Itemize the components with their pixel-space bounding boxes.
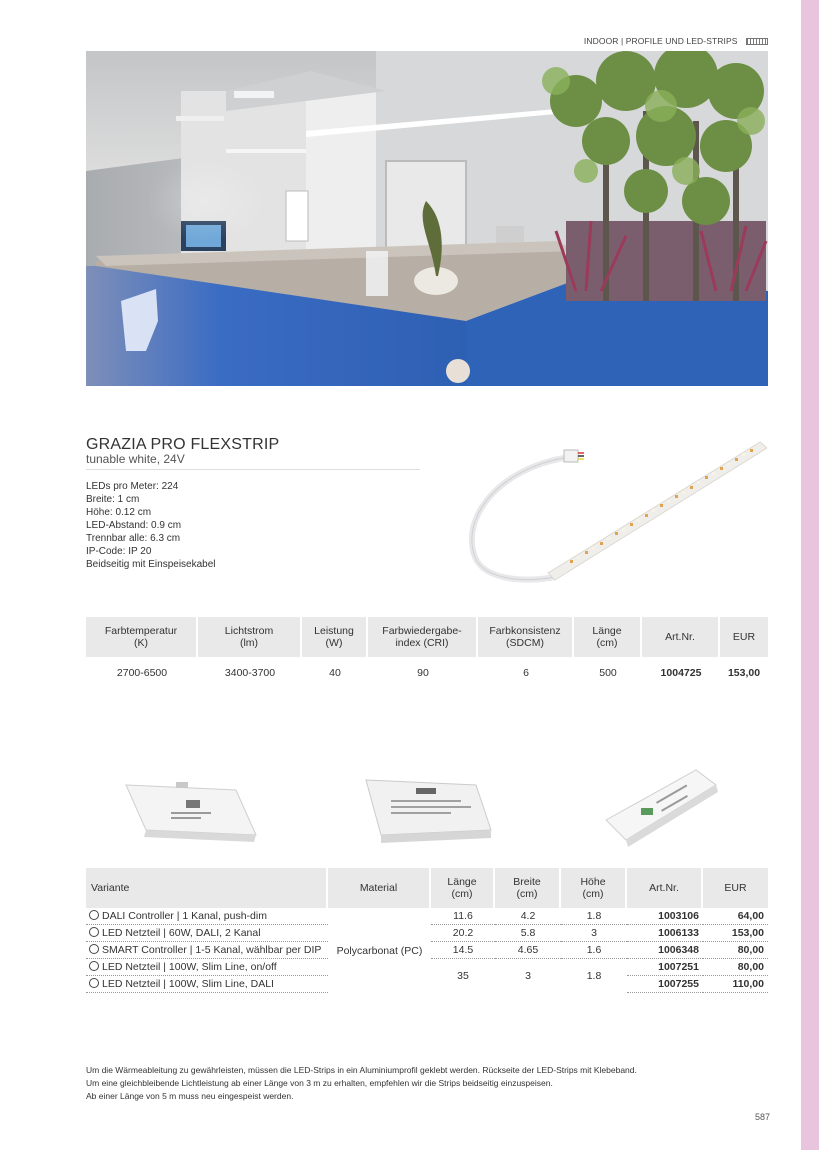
cell-breite: 4.2 (495, 908, 561, 925)
cell-artnr: 1006348 (627, 942, 703, 959)
col-material: Material (328, 868, 431, 908)
cell-artnr: 1007251 (627, 959, 703, 976)
cell-breite-merged: 3 (525, 970, 531, 982)
led-netzteil-60w-image (366, 780, 491, 843)
cell-hoehe-merged: 1.8 (586, 970, 602, 982)
radio-icon[interactable] (89, 927, 99, 937)
col-breite: Breite (cm) (495, 868, 561, 908)
cell-hoehe: 3 (561, 925, 627, 942)
footnotes (86, 1064, 637, 1103)
col-leistung: Leistung (W) (302, 617, 368, 657)
cell-hoehe: 1.8 (561, 908, 627, 925)
variant-led-netzteil-60w[interactable]: LED Netzteil | 60W, DALI, 2 Kanal (86, 925, 328, 942)
smart-controller-image (606, 770, 718, 847)
col-artnr: Art.Nr. (642, 617, 720, 657)
col-sdcm: Farbkonsistenz (SDCM) (478, 617, 574, 657)
led-strip-image (460, 432, 780, 592)
note-refeed: Ab einer Länge von 5 m muss neu eingespeist werden. (86, 1091, 294, 1101)
spec-height: Höhe: 0.12 cm (86, 507, 152, 518)
cell-laenge: 11.6 (431, 908, 495, 925)
side-color-stripe (801, 0, 819, 1150)
cell-hoehe: 1.6 (561, 942, 627, 959)
variant-led-netzteil-100w-onoff[interactable]: LED Netzteil | 100W, Slim Line, on/off (86, 959, 328, 976)
cell-eur: 110,00 (703, 976, 768, 993)
page-number: 587 (755, 1112, 771, 1122)
spec-leds-per-meter: LEDs pro Meter: 224 (86, 481, 179, 492)
cell-breite: 4.65 (495, 942, 561, 959)
cell-material: Polycarbonat (PC) (336, 944, 423, 957)
cell-farbtemperatur: 2700-6500 (116, 667, 168, 679)
col-farbtemperatur: Farbtemperatur (K) (86, 617, 198, 657)
cell-artnr: 1006133 (627, 925, 703, 942)
section-title: INDOOR | PROFILE UND LED-STRIPS (583, 36, 738, 46)
cell-eur: 153,00 (703, 925, 768, 942)
flexstrip-table (86, 617, 768, 689)
col-laenge: Länge (cm) (431, 868, 495, 908)
variant-smart-controller[interactable]: SMART Controller | 1-5 Kanal, wählbar per DIP (86, 942, 328, 959)
cell-eur: 80,00 (703, 942, 768, 959)
radio-icon[interactable] (89, 910, 99, 920)
cell-cri: 90 (417, 667, 429, 679)
flexstrip-table-header (86, 617, 768, 657)
header-mark-icon (746, 38, 768, 45)
col-hoehe: Höhe (cm) (561, 868, 627, 908)
variant-dali-controller[interactable]: DALI Controller | 1 Kanal, push-dim (86, 908, 328, 925)
accessories-table-header (86, 868, 768, 908)
col-eur: EUR (703, 868, 768, 908)
table-row (86, 657, 768, 689)
col-eur: EUR (720, 617, 768, 657)
table-row (86, 908, 768, 925)
cell-laenge: 500 (599, 667, 617, 679)
cell-artnr: 1004725 (660, 667, 702, 679)
accessories-table (86, 868, 768, 993)
product-specs (86, 480, 216, 571)
radio-icon[interactable] (89, 961, 99, 971)
spec-led-spacing: LED-Abstand: 0.9 cm (86, 520, 182, 531)
cell-breite: 5.8 (495, 925, 561, 942)
col-cri: Farbwiedergabe- index (CRI) (368, 617, 478, 657)
cell-artnr: 1003106 (627, 908, 703, 925)
col-lichtstrom: Lichtstrom (lm) (198, 617, 302, 657)
col-laenge: Länge (cm) (574, 617, 642, 657)
cell-lichtstrom: 3400-3700 (224, 667, 276, 679)
cell-sdcm: 6 (523, 667, 529, 679)
cell-leistung: 40 (329, 667, 341, 679)
col-variante: Variante (86, 868, 328, 908)
cell-laenge: 20.2 (431, 925, 495, 942)
accessory-images (86, 760, 768, 860)
cell-artnr: 1007255 (627, 976, 703, 993)
note-double-feed: Um eine gleichbleibende Lichtleistung ab einer Länge von 3 m zu erhalten, empfehlen wir die Strips beidseitig einzuspeisen. (86, 1078, 553, 1088)
cell-laenge-merged: 35 (457, 970, 469, 982)
hero-photo (86, 51, 768, 386)
spec-feed-cable: Beidseitig mit Einspeisekabel (86, 559, 216, 570)
col-artnr: Art.Nr. (627, 868, 703, 908)
cell-eur: 64,00 (703, 908, 768, 925)
title-divider (86, 469, 420, 470)
radio-icon[interactable] (89, 978, 99, 988)
note-heat: Um die Wärmeableitung zu gewährleisten, müssen die LED-Strips in ein Aluminiumprofil geklebt werden. Rückseite der LED-Strips mit Klebeband. (86, 1065, 637, 1075)
spec-ip-code: IP-Code: IP 20 (86, 546, 152, 557)
radio-icon[interactable] (89, 944, 99, 954)
dali-controller-image (126, 782, 256, 842)
cell-eur: 80,00 (703, 959, 768, 976)
spec-width: Breite: 1 cm (86, 494, 140, 505)
reception-scene-image (86, 51, 768, 386)
spec-cut-interval: Trennbar alle: 6.3 cm (86, 533, 181, 544)
cell-laenge: 14.5 (431, 942, 495, 959)
product-title: GRAZIA PRO FLEXSTRIP (86, 436, 280, 453)
page-header (500, 36, 768, 46)
cell-eur: 153,00 (727, 667, 761, 679)
variant-led-netzteil-100w-dali[interactable]: LED Netzteil | 100W, Slim Line, DALI (86, 976, 328, 993)
product-subtitle: tunable white, 24V (86, 452, 185, 466)
